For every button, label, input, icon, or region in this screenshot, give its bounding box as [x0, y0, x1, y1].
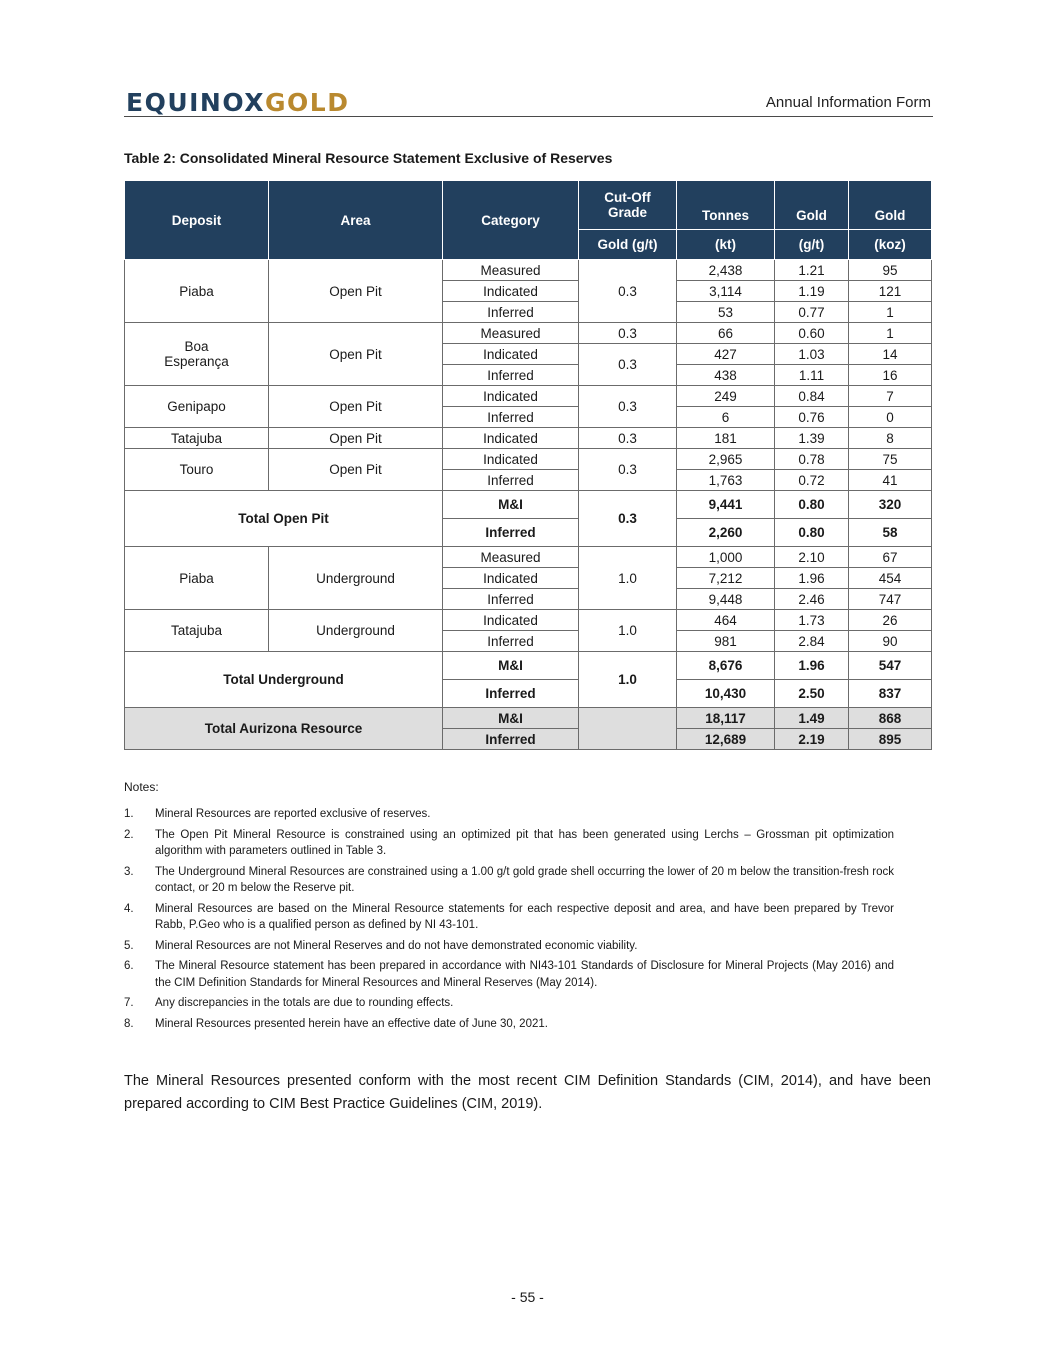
grade-cell: 0.80 — [775, 491, 849, 519]
table-row — [125, 449, 932, 470]
grade-cell: 2.84 — [775, 631, 849, 652]
note-item — [124, 827, 894, 860]
grade-cell: 1.49 — [775, 708, 849, 729]
category-cell: Indicated — [443, 428, 579, 449]
category-cell: Inferred — [443, 631, 579, 652]
area-cell: Open Pit — [269, 386, 443, 428]
tonnes-cell: 9,448 — [677, 589, 775, 610]
category-cell: Indicated — [443, 281, 579, 302]
cutoff-cell: 1.0 — [579, 547, 677, 610]
category-cell: Measured — [443, 323, 579, 344]
koz-cell: 895 — [849, 729, 932, 750]
note-item — [124, 1016, 894, 1033]
koz-cell: 320 — [849, 491, 932, 519]
koz-cell: 7 — [849, 386, 932, 407]
koz-cell: 90 — [849, 631, 932, 652]
category-cell: Indicated — [443, 610, 579, 631]
tonnes-cell: 10,430 — [677, 680, 775, 708]
tonnes-cell: 438 — [677, 365, 775, 386]
note-text: Mineral Resources are reported exclusive of reserves. — [155, 808, 431, 820]
note-number: 6. — [124, 960, 134, 972]
tonnes-cell: 249 — [677, 386, 775, 407]
category-cell: Indicated — [443, 568, 579, 589]
area-cell: Open Pit — [269, 449, 443, 491]
mineral-resource-table — [124, 180, 932, 750]
tonnes-cell: 1,000 — [677, 547, 775, 568]
koz-cell: 547 — [849, 652, 932, 680]
grade-cell: 0.80 — [775, 519, 849, 547]
tonnes-cell: 2,965 — [677, 449, 775, 470]
koz-cell: 868 — [849, 708, 932, 729]
category-cell: Inferred — [443, 729, 579, 750]
header-row — [125, 181, 932, 230]
header-cutoff-unit: Gold (g/t) — [579, 230, 677, 260]
header-tonnes: Tonnes — [677, 181, 775, 230]
grade-cell: 1.19 — [775, 281, 849, 302]
note-item — [124, 938, 894, 955]
note-item — [124, 864, 894, 897]
grade-cell: 2.50 — [775, 680, 849, 708]
cutoff-cell — [579, 708, 677, 750]
grand-total-label-cell: Total Aurizona Resource — [125, 708, 443, 750]
koz-cell: 747 — [849, 589, 932, 610]
koz-cell: 454 — [849, 568, 932, 589]
total-label-cell: Total Underground — [125, 652, 443, 708]
note-number: 7. — [124, 997, 134, 1009]
category-cell: M&I — [443, 491, 579, 519]
category-cell: Indicated — [443, 344, 579, 365]
deposit-cell: Boa Esperança — [125, 323, 269, 386]
grade-cell: 1.73 — [775, 610, 849, 631]
body-paragraph: The Mineral Resources presented conform with the most recent CIM Definition Standards (CIM, 2014), and have been prepared according to CIM Best Practice Guidelines (CIM, 2019). — [124, 1073, 931, 1112]
header-gold-oz-unit: (koz) — [849, 230, 932, 260]
logo-text-gold: GOLD — [265, 88, 350, 117]
tonnes-cell: 427 — [677, 344, 775, 365]
koz-cell: 0 — [849, 407, 932, 428]
koz-cell: 837 — [849, 680, 932, 708]
koz-cell: 1 — [849, 302, 932, 323]
tonnes-cell: 8,676 — [677, 652, 775, 680]
deposit-cell: Touro — [125, 449, 269, 491]
tonnes-cell: 9,441 — [677, 491, 775, 519]
cutoff-cell: 1.0 — [579, 652, 677, 708]
total-row — [125, 652, 932, 680]
koz-cell: 16 — [849, 365, 932, 386]
deposit-cell: Genipapo — [125, 386, 269, 428]
category-cell: Inferred — [443, 519, 579, 547]
note-item — [124, 806, 894, 823]
tonnes-cell: 7,212 — [677, 568, 775, 589]
tonnes-cell: 12,689 — [677, 729, 775, 750]
notes-label: Notes: — [124, 780, 159, 794]
header-deposit: Deposit — [125, 181, 269, 260]
koz-cell: 26 — [849, 610, 932, 631]
area-cell: Underground — [269, 610, 443, 652]
grade-cell: 2.46 — [775, 589, 849, 610]
note-number: 3. — [124, 865, 134, 878]
grade-cell: 1.96 — [775, 568, 849, 589]
header-gold-grade-unit: (g/t) — [775, 230, 849, 260]
tonnes-cell: 981 — [677, 631, 775, 652]
grade-cell: 1.39 — [775, 428, 849, 449]
category-cell: Measured — [443, 260, 579, 281]
category-cell: Indicated — [443, 386, 579, 407]
grand-total-row — [125, 708, 932, 729]
note-number: 2. — [124, 828, 134, 841]
cutoff-cell: 0.3 — [579, 491, 677, 547]
note-text: The Underground Mineral Resources are constrained using a 1.00 g/t gold grade shell occurring the lower of 20 m below the transition-fresh rock contact, or 20 m below the Reserve pit. — [155, 865, 894, 894]
note-item — [124, 958, 894, 991]
koz-cell: 14 — [849, 344, 932, 365]
total-row — [125, 491, 932, 519]
logo-text-equinox: EQUINOX — [126, 88, 265, 117]
table-row — [125, 610, 932, 631]
grade-cell: 0.72 — [775, 470, 849, 491]
category-cell: Inferred — [443, 302, 579, 323]
category-cell: Measured — [443, 547, 579, 568]
category-cell: M&I — [443, 708, 579, 729]
cutoff-cell: 0.3 — [579, 323, 677, 344]
table-row — [125, 323, 932, 344]
category-cell: Inferred — [443, 407, 579, 428]
area-cell: Open Pit — [269, 323, 443, 386]
header-tonnes-unit: (kt) — [677, 230, 775, 260]
tonnes-cell: 2,438 — [677, 260, 775, 281]
grade-cell: 0.76 — [775, 407, 849, 428]
tonnes-cell: 181 — [677, 428, 775, 449]
tonnes-cell: 53 — [677, 302, 775, 323]
note-number: 5. — [124, 939, 134, 952]
koz-cell: 121 — [849, 281, 932, 302]
page-number: - 55 - — [511, 1289, 544, 1305]
category-cell: Inferred — [443, 589, 579, 610]
category-cell: Inferred — [443, 470, 579, 491]
note-text: Mineral Resources presented herein have an effective date of June 30, 2021. — [155, 1017, 548, 1030]
note-item — [124, 901, 894, 934]
note-text: Mineral Resources are not Mineral Reserves and do not have demonstrated economic viability. — [155, 939, 638, 952]
tonnes-cell: 464 — [677, 610, 775, 631]
koz-cell: 95 — [849, 260, 932, 281]
cutoff-cell: 0.3 — [579, 428, 677, 449]
grade-cell: 2.19 — [775, 729, 849, 750]
grade-cell: 0.60 — [775, 323, 849, 344]
cutoff-cell: 1.0 — [579, 610, 677, 652]
tonnes-cell: 1,763 — [677, 470, 775, 491]
deposit-cell: Tatajuba — [125, 428, 269, 449]
area-cell: Open Pit — [269, 260, 443, 323]
grade-cell: 1.21 — [775, 260, 849, 281]
tonnes-cell: 18,117 — [677, 708, 775, 729]
table-row — [125, 428, 932, 449]
header-category: Category — [443, 181, 579, 260]
tonnes-cell: 66 — [677, 323, 775, 344]
grade-cell: 0.77 — [775, 302, 849, 323]
table-title: Table 2: Consolidated Mineral Resource Statement Exclusive of Reserves — [124, 150, 613, 166]
deposit-cell: Tatajuba — [125, 610, 269, 652]
grade-cell: 0.78 — [775, 449, 849, 470]
header-gold-grade: Gold — [775, 181, 849, 230]
document-title: Annual Information Form — [765, 94, 931, 111]
cutoff-cell: 0.3 — [579, 449, 677, 491]
deposit-cell: Piaba — [125, 260, 269, 323]
koz-cell: 67 — [849, 547, 932, 568]
grade-cell: 1.03 — [775, 344, 849, 365]
grade-cell: 1.96 — [775, 652, 849, 680]
cutoff-cell: 0.3 — [579, 344, 677, 386]
koz-cell: 1 — [849, 323, 932, 344]
grade-cell: 1.11 — [775, 365, 849, 386]
category-cell: Inferred — [443, 365, 579, 386]
note-number: 1. — [124, 808, 134, 820]
koz-cell: 58 — [849, 519, 932, 547]
area-cell: Underground — [269, 547, 443, 610]
header-gold-oz: Gold — [849, 181, 932, 230]
deposit-cell: Piaba — [125, 547, 269, 610]
category-cell: Inferred — [443, 680, 579, 708]
note-number: 4. — [124, 902, 134, 915]
notes-list — [124, 806, 894, 1036]
cutoff-cell: 0.3 — [579, 260, 677, 323]
area-cell: Open Pit — [269, 428, 443, 449]
grade-cell: 2.10 — [775, 547, 849, 568]
tonnes-cell: 3,114 — [677, 281, 775, 302]
company-logo — [126, 88, 349, 117]
koz-cell: 41 — [849, 470, 932, 491]
header-cutoff: Cut-Off Grade — [579, 181, 677, 230]
table-row — [125, 260, 932, 281]
total-label-cell: Total Open Pit — [125, 491, 443, 547]
category-cell: Indicated — [443, 449, 579, 470]
note-item — [124, 995, 894, 1012]
note-text: The Open Pit Mineral Resource is constrained using an optimized pit that has been generated using Lerchs – Grossman pit optimization algorithm with parameters outlined in Table 3. — [155, 828, 894, 857]
category-cell: M&I — [443, 652, 579, 680]
tonnes-cell: 2,260 — [677, 519, 775, 547]
header-area: Area — [269, 181, 443, 260]
cutoff-cell: 0.3 — [579, 386, 677, 428]
grade-cell: 0.84 — [775, 386, 849, 407]
page-header — [124, 86, 933, 117]
tonnes-cell: 6 — [677, 407, 775, 428]
note-number: 8. — [124, 1017, 134, 1030]
table-row — [125, 386, 932, 407]
koz-cell: 8 — [849, 428, 932, 449]
table-row — [125, 547, 932, 568]
koz-cell: 75 — [849, 449, 932, 470]
note-text: The Mineral Resource statement has been prepared in accordance with NI43-101 Standards of Disclosure for Mineral Projects (May 2016) and the CIM Definition Standards for Mineral Resources and Mineral Reserves (May 2014). — [155, 960, 894, 989]
note-text: Mineral Resources are based on the Mineral Resource statements for each respective deposit and area, and have been prepared by Trevor Rabb, P.Geo who is a qualified person as defined by NI 43-101. — [155, 902, 894, 931]
note-text: Any discrepancies in the totals are due to rounding effects. — [155, 997, 454, 1009]
